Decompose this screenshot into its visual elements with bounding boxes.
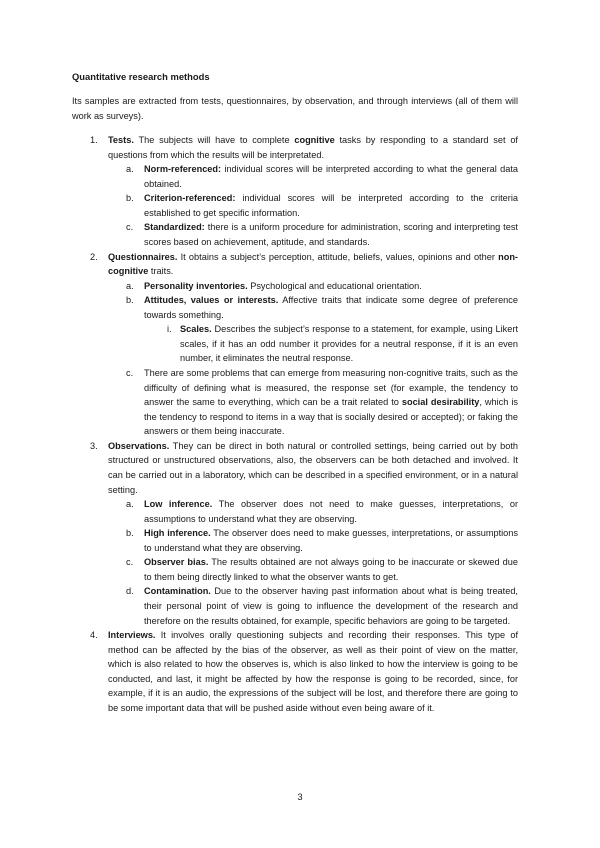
sub-item	[108, 584, 518, 628]
item-text: Due to the observer having past information about what is being treated, their personal point of view is going to influence the development of the research and therefore on the results obtained, for example, specific behaviors are going to be targeted.	[144, 586, 518, 626]
item-term: High inference.	[144, 528, 211, 539]
list-marker: d.	[126, 586, 134, 597]
item-term: Contamination.	[144, 586, 211, 597]
item-term: Norm-referenced:	[144, 164, 222, 175]
item-term: Personality inventories.	[144, 280, 248, 291]
item-term: Criterion-referenced:	[144, 193, 236, 204]
page-number: 3	[297, 792, 303, 802]
item-text: The observer does need to make guesses, interpretations, or assumptions to understand what they are observing.	[144, 528, 518, 553]
list-marker: 4.	[90, 630, 98, 641]
sub-item	[108, 191, 518, 220]
item-emphasis: non-cognitive	[108, 251, 518, 277]
item-term: Observer bias.	[144, 557, 209, 568]
item-text: It involves orally questioning subjects and recording their responses. This type of method can be affected by the bias of the observer, as well as their point of view on the matter, which is also related to how the observes is, which is also linked to how the interview is going to be conducted, and last, it might be affected by how the response is going to be recorded, since, for example, if it is an audio, the expressions of the subject will be lost, and therefore there are going to be some important data that will be pushed aside without even being aware of it.	[108, 630, 518, 713]
sub-item	[108, 366, 518, 439]
item-text: Psychological and educational orientation.	[247, 280, 422, 291]
item-term: Tests.	[108, 135, 134, 145]
sub-item	[108, 293, 518, 366]
list-marker: 2.	[90, 251, 98, 262]
item-text: The results obtained are not always going to be inaccurate or skewed due to them being directly linked to what the observer wants to get.	[144, 557, 518, 582]
list-marker: b.	[126, 193, 134, 204]
list-marker: a.	[126, 280, 134, 291]
list-marker: c.	[126, 557, 134, 568]
item-text: individual scores will be interpreted according to the criteria established to get specific information.	[144, 193, 518, 218]
sub-item	[108, 526, 518, 555]
item-term: Scales.	[180, 324, 212, 335]
item-term: Questionnaires.	[108, 251, 178, 262]
intro-paragraph: Its samples are extracted from tests, questionnaires, by observation, and through interviews (all of them will work as surveys).	[72, 96, 518, 121]
list-marker: i.	[167, 324, 172, 335]
sub-item	[108, 555, 518, 584]
item-term: Standardized:	[144, 222, 205, 233]
item-text: The observer does not need to make guesses, interpretations, or assumptions to understand what they are observing.	[144, 499, 518, 524]
list-marker: b.	[126, 295, 134, 306]
list-item-observations	[72, 439, 518, 628]
item-text: It obtains a subject’s perception, attitude, beliefs, values, opinions and other	[177, 251, 499, 262]
methods-list	[72, 133, 518, 716]
item-emphasis: social desirability	[401, 397, 480, 408]
sub-item	[108, 279, 518, 294]
item-text: traits.	[148, 266, 174, 277]
item-text: There are some problems that can emerge from measuring non-cognitive traits, such as the difficulty of defining what is measured, the response set (for example, the tendency to answer the same to everything, which can be a trait related to	[144, 368, 518, 408]
item-text: tasks by responding to a standard set of questions from which the results will be interpretated.	[108, 135, 518, 160]
item-term: Interviews.	[108, 630, 156, 641]
list-marker: c.	[126, 222, 134, 233]
sub-sub-item	[144, 322, 518, 366]
list-item-tests	[72, 133, 518, 250]
sub-item	[108, 220, 518, 249]
list-marker: a.	[126, 499, 134, 510]
list-marker: c.	[126, 368, 134, 378]
item-term: Attitudes, values or interests.	[144, 295, 279, 306]
item-text: Affective traits that indicate some degree of preference towards something.	[144, 295, 518, 320]
item-text: They can be direct in both natural or controlled settings, being carried out by both structured or unstructured observations, also, the observers can be both detached and involved. It can be carried out in a laboratory, which can be described in a specified environment, or in a natural setting.	[108, 440, 518, 495]
list-item-questionnaires	[72, 250, 518, 439]
item-term: Observations.	[108, 440, 170, 451]
item-term: Low inference.	[144, 499, 213, 510]
item-text: Describes the subject’s response to a statement, for example, using Likert scales, if it has an odd number it provides for a neutral response, if it is an even number, it eliminates the neutral response.	[180, 324, 518, 364]
sub-item	[108, 162, 518, 191]
list-marker: a.	[126, 164, 134, 175]
item-text: The subjects will have to complete	[133, 135, 295, 145]
list-marker: 3.	[90, 440, 98, 451]
item-text: , which is the tendency to respond to items in a way that is socially desired or accepted); or faking the answers or them being inaccurate.	[144, 397, 518, 437]
section-heading: Quantitative research methods	[72, 71, 210, 82]
list-marker: b.	[126, 528, 134, 539]
item-text: there is a uniform procedure for administration, scoring and interpreting test scores based on achievement, aptitude, and standards.	[144, 222, 518, 247]
list-item-interviews	[72, 628, 518, 715]
sub-item	[108, 497, 518, 526]
item-text: individual scores will be interpreted according to what the general data obtained.	[144, 164, 518, 189]
list-marker: 1.	[90, 135, 98, 145]
item-emphasis: cognitive	[294, 135, 335, 145]
